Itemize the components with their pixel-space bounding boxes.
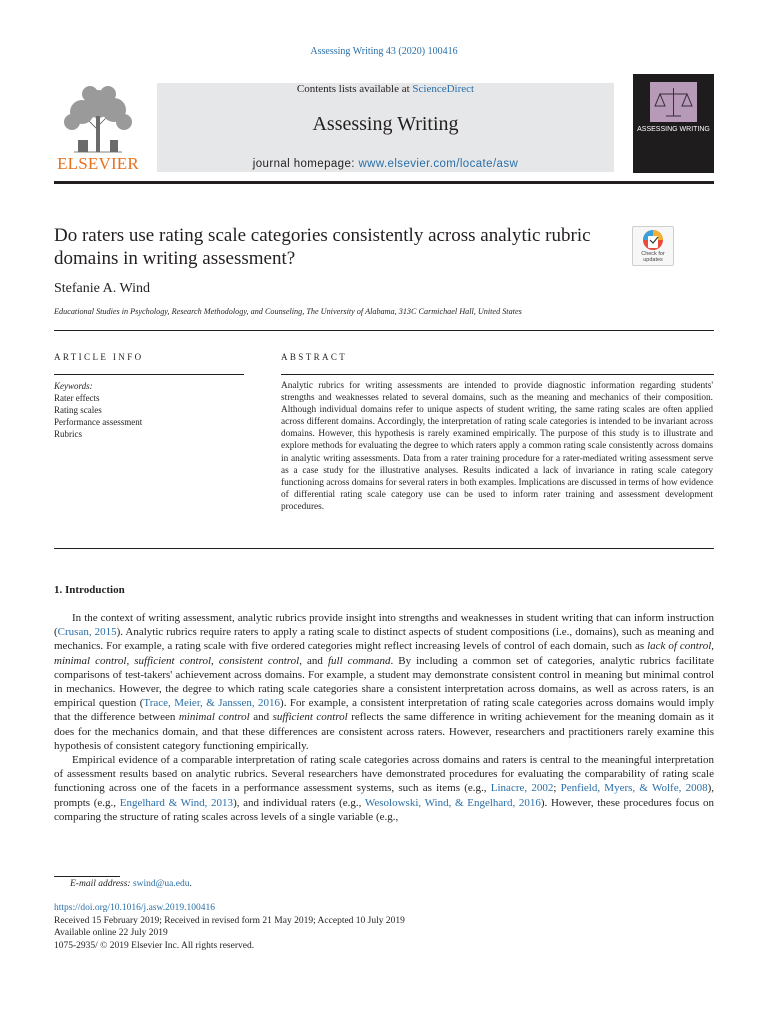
text-span: ), and individual raters (e.g., [233,796,365,809]
homepage-link[interactable]: www.elsevier.com/locate/asw [358,158,519,170]
text-span: . By including a common set of categories, analytic rubrics facilitate comparisons of test-takers' achievement across domains. For example, a student may demonstrate consistent control in meaning but minimal control in mechanics. However, the degree to which rating scale categories share a consistent interpretation across domains, as well as across raters, is an empirical question ( [54,654,714,710]
available-online: Available online 22 July 2019 [54,928,168,939]
text-span: ). However, these procedures focus on comparing the structure of rating scales across levels of a single variable (e.g., [54,796,714,823]
email-link[interactable]: swind@ua.edu [132,879,190,889]
text-span: and [249,711,273,724]
contents-prefix: Contents lists available at [296,83,413,95]
abstract-divider [281,374,714,375]
scales-icon [650,82,697,122]
author-affiliation: Educational Studies in Psychology, Research Methodology, and Counseling, The University of Alabama, 313C Carmichael Hall, United States [54,307,522,316]
journal-masthead [157,83,614,172]
citation-link[interactable]: Linacre, 2002 [490,782,554,795]
footnote-divider [54,876,120,877]
category-term: minimal control [178,711,250,724]
citation-link[interactable]: Wesolowski, Wind, & Engelhard, 2016 [364,796,541,809]
article-title: Do raters use rating scale categories consistently across analytic rubric domains in writing assessment? [54,225,591,269]
text-span: Empirical evidence of a comparable interpretation of rating scale categories across domains and raters is central to the meaningful interpretation of assessment results based on analytic rubrics. Several researchers have demonstrated procedures for evaluating the comparability of rating scale functioning across one of the facets in a performance assessment systems, such as items (e.g., [54,754,714,795]
paragraph [54,611,714,753]
keyword-item: Performance assessment [54,417,143,427]
elsevier-tree-icon [54,82,142,154]
contents-line [157,83,614,95]
doi-link[interactable]: https://doi.org/10.1016/j.asw.2019.100416 [54,903,215,913]
journal-cover [633,74,714,173]
abstract-heading: ABSTRACT [281,352,348,362]
homepage-line [157,158,614,170]
crossmark-label: Check for updates [641,251,665,263]
author-name: Stefanie A. Wind [54,281,150,296]
text-span: , and [299,654,328,667]
text-span: , [711,640,715,653]
article-info-divider [54,374,244,375]
article-metadata [54,902,405,952]
cover-image [650,82,697,122]
homepage-prefix: journal homepage: [252,158,359,170]
paragraph [54,753,714,824]
keyword-item: Rubrics [54,429,82,439]
text-span: , [211,654,219,667]
sciencedirect-link[interactable]: ScienceDirect [412,83,475,95]
category-term: sufficient control [134,654,212,667]
keyword-item: Rater effects [54,393,100,403]
check-for-updates-button[interactable] [632,226,674,266]
text-span: ). For example, a consistent interpretation of rating scale categories across domains would imply that the difference between [54,697,714,724]
text-span: , [126,654,135,667]
keywords-label: Keywords: [54,381,93,391]
email-label: E-mail address: [70,879,131,889]
text-span: reflects the same difference in writing achievement for the meaning domain as it does for the mechanics domain, and that these differences are consistent across raters. However, researchers and practitioners rarely examine this hypothesis of consistent category functioning empirically. [54,711,714,752]
citation-link[interactable]: Engelhard & Wind, 2013 [119,796,234,809]
text-span: In the context of writing assessment, analytic rubrics provide insight into strengths and weaknesses in student writing that can inform instruction ( [54,612,714,639]
cover-title: ASSESSING WRITING [637,126,710,133]
email-footnote [70,879,192,889]
email-suffix: . [189,879,192,889]
keywords-block [54,380,244,440]
keyword-item: Rating scales [54,405,102,415]
journal-title: Assessing Writing [312,113,459,135]
category-term: lack of control [647,640,712,653]
section-heading-introduction: 1. Introduction [54,584,125,596]
article-info-heading: ARTICLE INFO [54,352,144,362]
received-dates: Received 15 February 2019; Received in revised form 21 May 2019; Accepted 10 July 2019 [54,915,405,926]
journal-citation[interactable] [0,46,768,57]
journal-citation-link[interactable]: Assessing Writing 43 (2020) 100416 [310,46,458,57]
crossmark-icon [633,227,673,253]
category-term: minimal control [54,654,127,667]
abstract-bottom-divider [54,548,714,549]
category-term: full command [327,654,391,667]
text-span: ). Analytic rubrics require raters to apply a rating scale to distinct aspects of student compositions (i.e., domains), such as meaning and mechanics. For example, a rating scale with five ordered categories might reflect increasing levels of control of each domain, such as [54,626,714,653]
citation-link[interactable]: Penfield, Myers, & Wolfe, 2008 [560,782,708,795]
text-span: ; [553,782,561,795]
header-divider [54,181,714,184]
copyright: 1075-2935/ © 2019 Elsevier Inc. All rights reserved. [54,940,255,951]
title-divider [54,330,714,331]
citation-link[interactable]: Trace, Meier, & Janssen, 2016 [143,697,281,710]
citation-link[interactable]: Crusan, 2015 [57,626,117,639]
category-term: consistent control [218,654,300,667]
elsevier-logo [54,82,142,174]
introduction-body [54,611,714,824]
elsevier-wordmark: ELSEVIER [57,154,139,173]
text-span: ), prompts (e.g., [54,782,714,809]
abstract-text: Analytic rubrics for writing assessments are intended to provide diagnostic information regarding students' strengths and weaknesses related to several domains, such as the meaning and mechanics of their composition. Although individual domains refer to unique aspects of student writing, the same rating scales are often applied across different domains. Accordingly, the interpretation of rating scale categories is intended to be invariant across domains. However, this hypothesis is rarely examined empirically. The purpose of this study is to illustrate and explore methods for evaluating the degree to which raters apply a common rating scale consistently across domains in analytic writing assessments. Data from a rater training procedure for a rater-mediated writing assessment serve as a case study for the illustrative analyses. Results indicated a lack of invariance in rating scale category functioning across domains for several raters in both examples. Implications are discussed in terms of how evidence of differential rating scale category use can be used to inform rater training and assessment development procedures. [281,381,713,512]
category-term: sufficient control [272,711,348,724]
